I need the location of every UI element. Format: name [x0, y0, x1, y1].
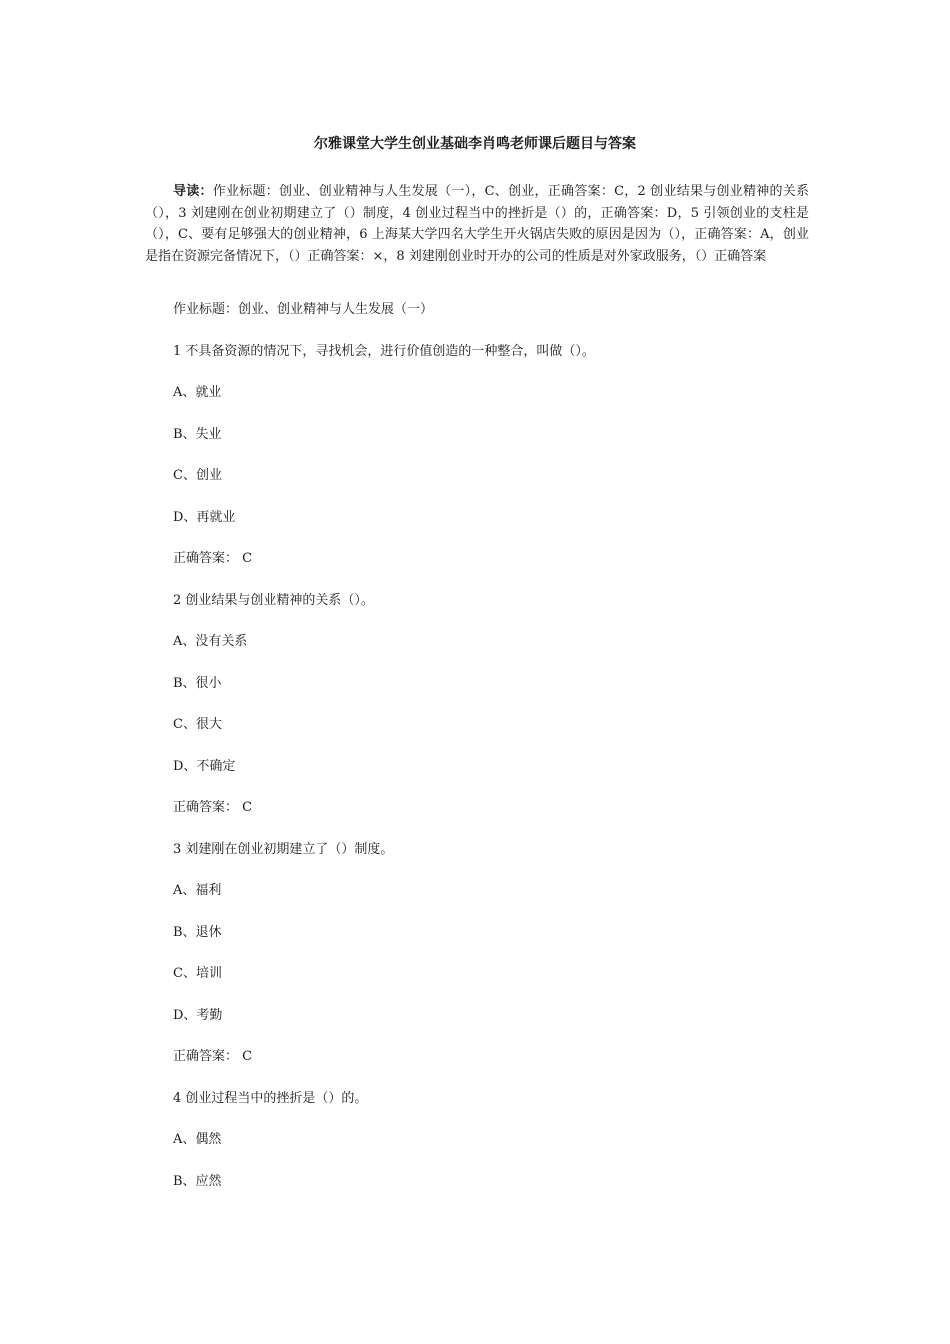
question-1: 1 不具备资源的情况下，寻找机会，进行价值创造的一种整合，叫做（）。 [173, 344, 595, 359]
q3-option-a: A、福利 [173, 883, 222, 898]
intro-text: 作业标题：创业、创业精神与人生发展（一），C、创业，正确答案：C，2 创业结果与创业精神的关系（），3 刘建刚在创业初期建立了（）制度，4 创业过程当中的挫折是（）的，正确答案：D，5 引领创业的支柱是（），C、要有足够强大的创业精神，6 上海某大学四名大学生开火锅店失败的原因是因为（），正确答案：A，创业是指在资源完备情况下，（）正确答案：×，8 刘建刚创业时开办的公司的性质是对外家政服务，（）正确答案 [145, 184, 809, 264]
q1-answer: 正确答案： C [173, 551, 253, 566]
q3-answer: 正确答案： C [173, 1049, 253, 1064]
q2-option-b: B、很小 [173, 676, 222, 691]
q2-option-a: A、没有关系 [173, 634, 248, 649]
document-title: 尔雅课堂大学生创业基础李肖鸣老师课后题目与答案 [314, 136, 636, 152]
q2-answer: 正确答案： C [173, 800, 253, 815]
question-4: 4 创业过程当中的挫折是（）的。 [173, 1091, 368, 1106]
q1-option-a: A、就业 [173, 385, 222, 400]
assignment-heading: 作业标题：创业、创业精神与人生发展（一） [173, 302, 434, 317]
intro-paragraph [145, 181, 809, 267]
q1-option-c: C、创业 [173, 468, 222, 483]
q2-option-c: C、很大 [173, 717, 222, 732]
q1-option-b: B、失业 [173, 427, 222, 442]
intro-lead: 导读： [173, 184, 213, 199]
question-2: 2 创业结果与创业精神的关系（）。 [173, 593, 374, 608]
q1-option-d: D、再就业 [173, 510, 236, 525]
q4-option-a: A、偶然 [173, 1132, 222, 1147]
question-3: 3 刘建刚在创业初期建立了（）制度。 [173, 842, 394, 857]
q3-option-c: C、培训 [173, 966, 222, 981]
q3-option-b: B、退休 [173, 925, 222, 940]
q2-option-d: D、不确定 [173, 759, 236, 774]
q3-option-d: D、考勤 [173, 1008, 223, 1023]
q4-option-b: B、应然 [173, 1174, 222, 1189]
